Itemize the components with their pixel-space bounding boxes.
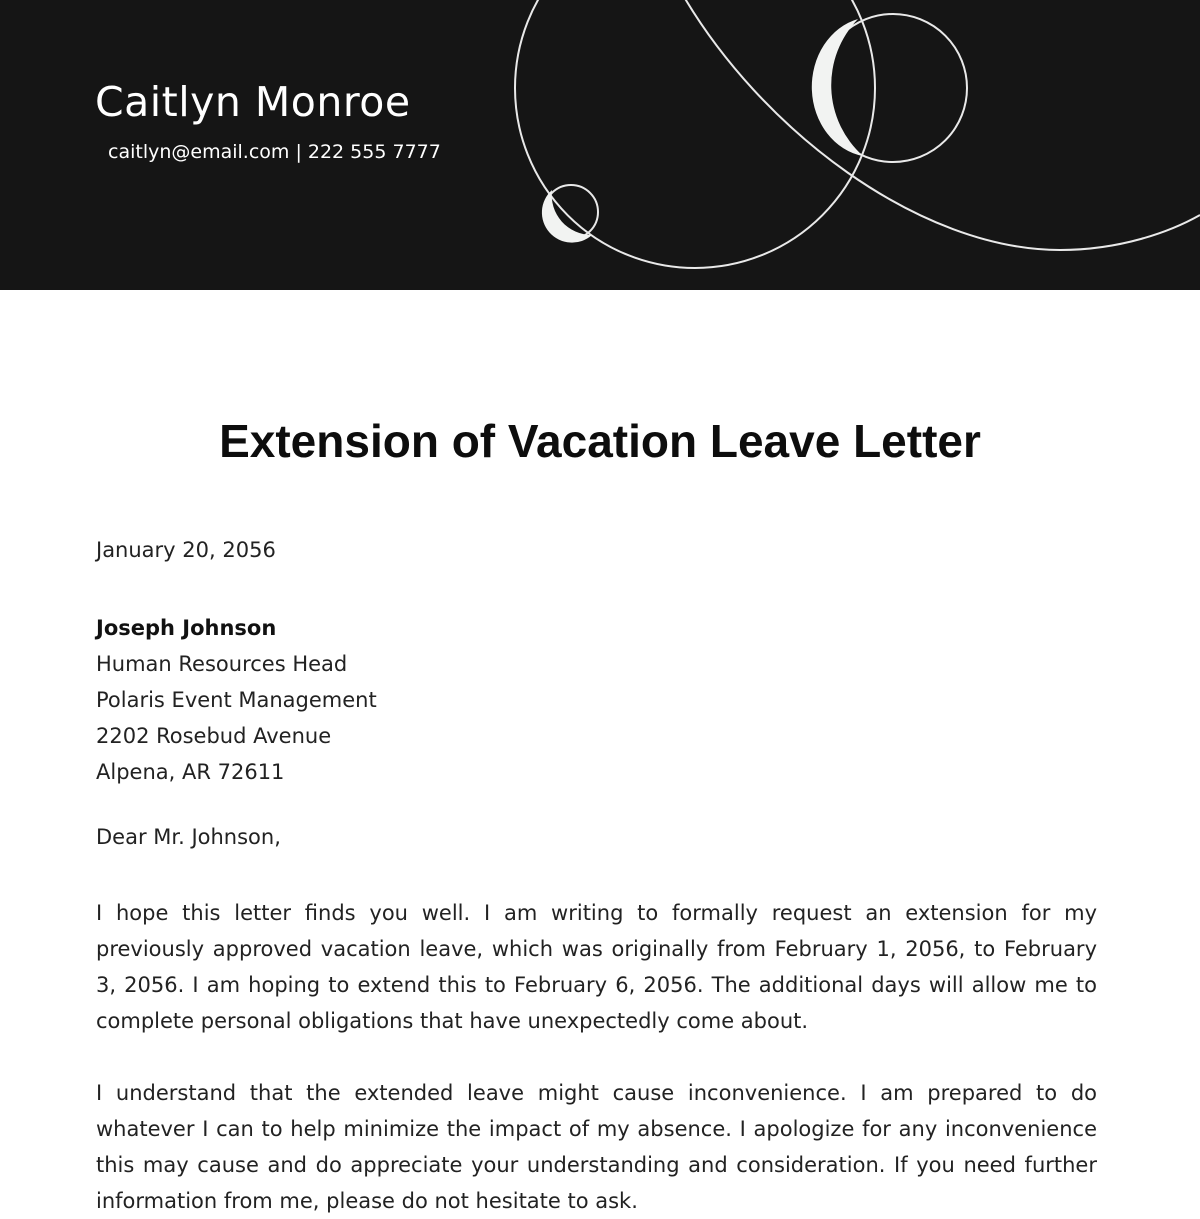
recipient-address-block: [96, 610, 1097, 790]
letterhead-header: [0, 0, 1200, 290]
recipient-street: 2202 Rosebud Avenue: [96, 724, 332, 748]
recipient-city: Alpena, AR 72611: [96, 760, 285, 784]
recipient-company: Polaris Event Management: [96, 688, 377, 712]
sender-contact: caitlyn@email.com | 222 555 7777: [108, 141, 441, 163]
body-paragraph-2: I understand that the extended leave might cause inconvenience. I am prepared to do whatever I can to help minimize the impact of my absence. I apologize for any inconvenience this may cause and do appreciate your understanding and consideration. If you need further information from me, please do not hesitate to ask.: [96, 1081, 1097, 1213]
recipient-name: Joseph Johnson: [96, 616, 277, 640]
recipient-position: Human Resources Head: [96, 652, 348, 676]
page-title: Extension of Vacation Leave Letter: [219, 415, 981, 467]
sender-name: Caitlyn Monroe: [95, 78, 411, 126]
letter-date: January 20, 2056: [96, 538, 276, 562]
salutation: Dear Mr. Johnson,: [96, 825, 281, 849]
body-paragraph-1: I hope this letter finds you well. I am writing to formally request an extension for my previously approved vacation leave, which was originally from February 1, 2056, to February 3, 2056. I am hoping to extend this to February 6, 2056. The additional days will allow me to complete personal obligations that have unexpectedly come about.: [96, 901, 1097, 1033]
